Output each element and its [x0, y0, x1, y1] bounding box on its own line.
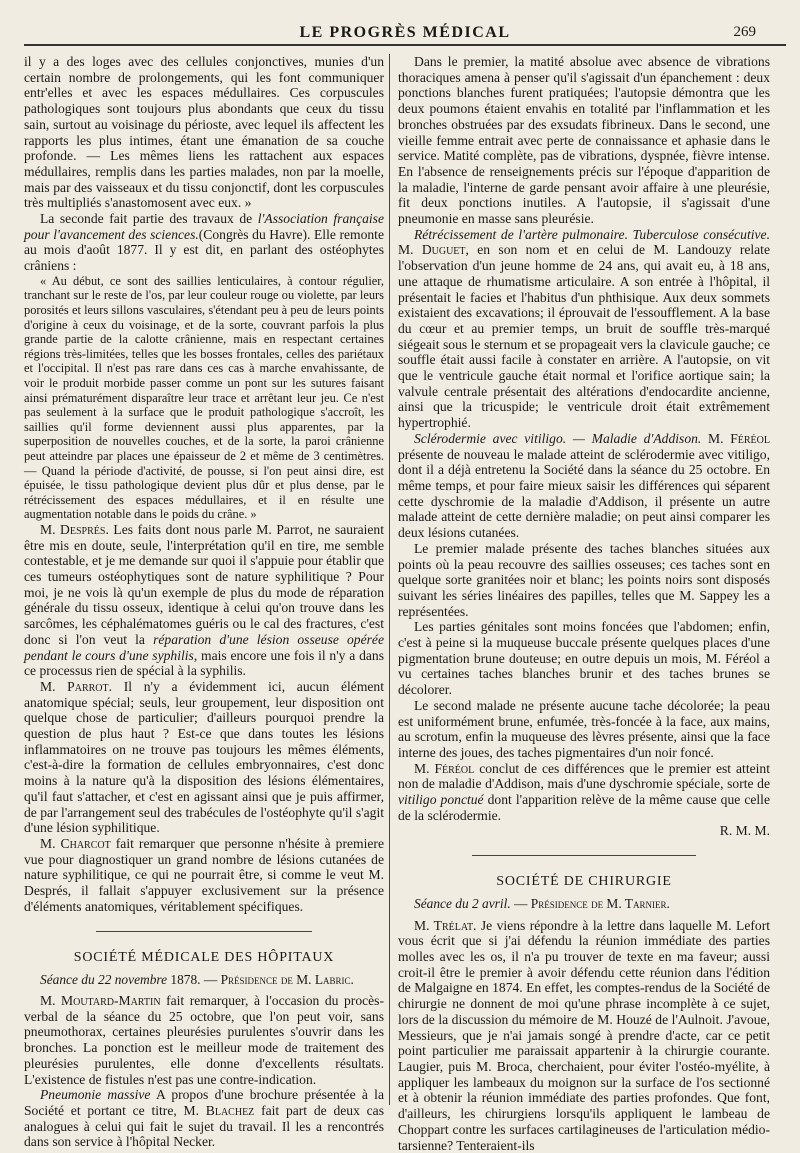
paragraph: Le second malade ne présente aucune tache décolorée; la peau est uniformément brune, enfumée, très-foncée à la face, aux mains, au scrotum, enfin la muqueuse des lèvres présente, ainsi que la face interne des joues, des taches pigmentaires d'un noir foncé. — [398, 697, 770, 760]
paragraph: M. Féréol conclut de ces différences que le premier est atteint non de maladie d'Addison, mais d'une dyschromie spéciale, sorte de vitiligo ponctué dont l'apparition relève de la même cause que celle de la sclérodermie. — [398, 760, 770, 823]
paragraph: Rétrécissement de l'artère pulmonaire. Tuberculose consécutive. M. Duguet, en son nom et en celui de M. Landouzy relate l'observation d'un jeune homme de 24 ans, qui avait eu, à 18 ans, une attaque de rhumatisme articulaire. A son entrée à l'hôpital, il présentait le facies et l'habitus d'un phthisique. Aux deux sommets existaient des excavations; il éprouvait de l'essoufflement. A la base du cœur et au premier temps, un bruit de souffle très-marqué siégeait sous le sternum et se propageait vers la clavicule gauche; ce souffle était aussi facile à constater en arrière. A l'autopsie, on vit que le ventricule gauche était normal et l'orifice aortique sain; la valvule centrale présentait des altérations d'endocardite ancienne, ainsi que la tricuspide; le ventricule droit était extrêmement hypertrophié. — [398, 226, 770, 431]
speaker-name: M. Moutard-Martin — [40, 993, 161, 1009]
column-divider — [389, 54, 390, 1105]
section-title: SOCIÉTÉ MÉDICALE DES HÔPITAUX — [73, 949, 335, 965]
text-columns — [24, 54, 786, 1153]
paragraph: il y a des loges avec des cellules conjonctives, munies d'un certain nombre de prolongements, qui les font communiquer entr'elles et avec les espaces médullaires. Ces corpuscules pathologiques sont toujours plus abondants que ceux du tissu sain, surtout au voisinage du périoste, avec lequel ils affectent les rapports les plus intimes, étant une émanation de sa couche profonde. — Les mêmes liens les rattachent aux espaces médullaires, remplis dans les parties malades, non par la moelle, mais par des vaisseaux et du tissu conjonctif, dont les corpuscules très multipliés s'anastomosent avec eux. » — [24, 54, 384, 211]
section-divider — [472, 855, 695, 856]
page-number: 269 — [733, 24, 756, 40]
session-line: Séance du 2 avril. — Présidence de M. Tarnier. — [414, 896, 670, 912]
right-column — [398, 54, 770, 1153]
paragraph: Le premier malade présente des taches blanches situées aux points où la peau recouvre des saillies osseuses; ces taches sont en quelque sorte granitées noir et blanc; les points noirs sont disposés suivant les séries linéaires des papilles, telles que M. Sappey les a représentées. — [398, 540, 770, 619]
paragraph: Pneumonie massive A propos d'une brochure présentée à la Société et portant ce titre, M. Blachez fait part de deux cas analogues à celui qui fait le sujet du travail. Il les a rencontrés dans son service à l'hôpital Necker. — [24, 1087, 384, 1150]
paragraph: M. Moutard-Martin fait remarquer, à l'occasion du procès-verbal de la séance du 25 octobre, que l'on peut voir, sans pneumothorax, certaines pleurésies purulentes s'ouvrir dans les bronches. La ponction est le meilleur mode de traitement des pleurésies purulentes, elle donne d'excellents résultats. L'existence de fistules n'est pas une contre-indication. — [24, 993, 385, 1087]
paragraph: M. Charcot fait remarquer que personne n'hésite à premiere vue pour diagnostiquer un grand nombre de lésions cutanées de nature syphilitique, ce qui ne pourrait être, si comme le veut M. Després, il fallait s'appuyer exclusivement sur la présence d'éléments anatomiques, véritablement spécifiques. — [24, 836, 384, 914]
paragraph: M. Trélat. Je viens répondre à la lettre dans laquelle M. Lefort vous écrit que si j'ai défendu la réunion immédiate des parties molles avec les os, il n'a pu trouver de texte en ma faveur; aussi croit-il être le premier à avoir défendu cette réunion dans l'édition de Malgaigne en 1874. En effet, les comptes-rendus de la Société de chirurgie ne donnent de moi qu'une phrase incomplète à ce sujet, lors de la discussion du mémoire de M. Houzé de l'Aulnoit. J'avoue, Messieurs, que je n'ai jamais songé à prendre d'acte, car ce petit point particulier me paraissait appartenir à la chirurgie courante. Laugier, puis M. Broca, cherchaient, pour éviter l'ostéo-myélite, à appliquer les lambeaux du moignon sur la surface de l'os sectionné et à obtenir la réunion immédiate des parties profondes. Que font, d'ailleurs, les chirurgiens lorsqu'ils appliquent le lambeau de Choppart contre les surfaces cartilagineuses de l'articulation médio-tarsienne? Tenteraient-ils — [398, 917, 770, 1153]
block-quote — [24, 274, 384, 522]
paragraph: Les parties génitales sont moins foncées que l'abdomen; enfin, c'est à peine si la muqueuse buccale présente quelques places d'une pigmentation brune douteuse; en outre depuis un mois, M. Féréol a vu certaines taches blanches brunir et des taches brunes se décolorer. — [398, 619, 770, 698]
speaker-name: Duguet — [421, 242, 466, 258]
speaker-name: M. Trélat. — [414, 917, 477, 933]
journal-title: LE PROGRÈS MÉDICAL — [299, 24, 511, 41]
paragraph: La seconde fait partie des travaux de l'Association française pour l'avancement des sciences.(Congrès du Havre). Elle remonte au mois d'août 1877. Il y est dit, en parlant des ostéophytes crâniens : — [24, 211, 384, 274]
paragraph: Dans le premier, la matité absolue avec absence de vibrations thoraciques amena à penser qu'il s'agissait d'un épanchement : deux ponctions blanches furent pratiquées; l'autopsie démontra que les deux poumons étaient envahis en totalité par l'inflammation et les bronches obstruées par des exsudats fibrineux. Dans le second, une vieille femme entrait avec perte de connaissance et aphasie dans le service. Matité complète, pas de vibrations, dyspnée, fièvre intense. En l'absence de renseignements précis sur l'époque d'apparition de la maladie, l'interne de garde pensant avoir affaire à une pleurésie, fit deux ponctions inutiles. A l'autopsie, il s'agissait d'une pneumonie en masse sans pleurésie. — [398, 54, 770, 227]
left-column — [24, 54, 385, 1150]
signature: R. M. M. — [719, 823, 770, 839]
speaker-name: Blachez — [205, 1102, 255, 1118]
paragraph: M. Després. Les faits dont nous parle M. Parrot, ne sauraient être mis en doute, seule, l'interprétation qu'il en tire, me semble contestable, et je me demande sur quoi il s'appuie pour établir que ces tumeurs ostéophytiques sont de nature syphilitique ? Pour moi, je ne vois là qu'un exemple de plus du mode de réparation générale du tissu osseux, identique à celui qu'on trouve dans les sarcômes, les céphalématomes guéris ou le cal des fractures, c'est donc si l'on veut la réparation d'une lésion osseuse opérée pendant le cours d'une syphilis, mais encore une fois il n'y a dans ce processus rien de spécial à la syphilis. — [24, 521, 384, 679]
speaker-name: Féréol — [730, 430, 770, 446]
speaker-name: M. Després. — [40, 521, 109, 537]
speaker-name: Féréol — [434, 760, 475, 776]
session-line: Séance du 22 novembre 1878. — Présidence de M. Labric. — [40, 971, 354, 987]
paragraph: Sclérodermie avec vitiligo. — Maladie d'Addison. M. Féréol présente de nouveau le malade atteint de sclérodermie avec vitiligo, dont il a déjà entretenu la Société dans la séance du 25 octobre. En même temps, et pour faire mieux saisir les différences qui séparent cette dyschromie de la maladie d'Addison, il présente un autre malade atteint de cette dernière maladie; on peut ainsi comparer les deux lésions cutanées. — [398, 430, 770, 541]
speaker-name: M. Charcot — [40, 836, 111, 851]
speaker-name: M. Parrot. — [40, 678, 113, 694]
header-rule — [24, 44, 786, 46]
section-divider — [96, 931, 312, 932]
quote-paragraph: « Au début, ce sont des saillies lenticulaires, à contour régulier, tranchant sur le reste de l'os, par leur couleur rouge ou violette, par leurs porosités et leurs sillons vasculaires, s'étendant peu à peu de leurs points d'origine à ceux du voisinage, et de la sorte, couvrant parfois la plus grande partie de la calotte crânienne, mais en respectant certaines régions très-limitées, telles que les bosses frontales, celles des pariétaux et l'occipital. Il n'est pas rare dans ces cas à marche envahissante, de voir le produit morbide passer comme un pont sur les sutures faisant ainsi prématurément disparaître leur trace et arrêtant leur jeu. Ce n'est pas seulement à la surface que le produit pathologique s'accroît, les saillies qu'il forme deviennent aussi plus apparentes, par la superposition de nouvelles couches, et de la sorte, la paroi crânienne peut atteindre par places une épaisseur de 2 et même de 3 centimètres. — Quand la période d'activité, de pousse, si l'on peut ainsi dire, est épuisée, le tissu pathologique devient plus dûr et plus dense, par le rétrécissement des espaces médullaires, et il en résulte une augmentation notable dans le poids du crâne. » — [24, 273, 384, 522]
section-title: SOCIÉTÉ DE CHIRURGIE — [496, 874, 672, 890]
paragraph: M. Parrot. Il n'y a évidemment ici, aucun élément anatomique spécial; seuls, leur groupement, leur disposition ont quelque chose de particulier; d'ailleurs pourquoi prendre la question de plus haut ? Est-ce que dans toutes les lésions inflammatoires on ne trouve pas toujours les mêmes éléments, c'est-à-dire la formation de cellules embryonnaires, c'est donc moins à la nature qu'à la disposition des lésions élémentaires, qu'il faut s'attacher, et c'est en agissant ainsi que je puis affirmer, de par l'arrangement seul des trabécules de l'ostéophyte qu'il s'agit d'une lésion syphilitique. — [24, 678, 384, 836]
page-header — [24, 0, 786, 40]
